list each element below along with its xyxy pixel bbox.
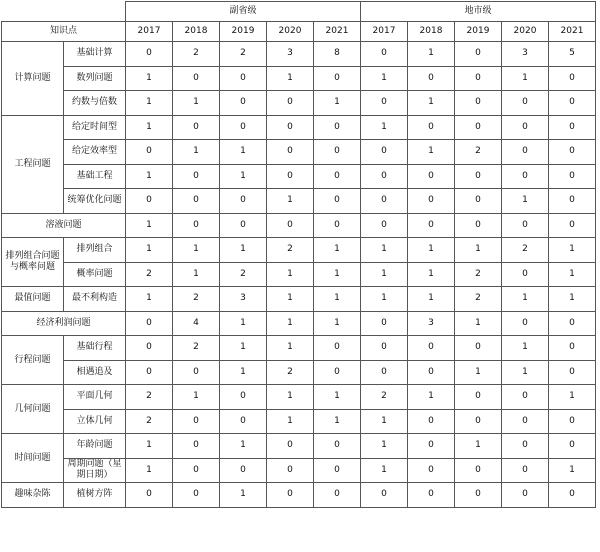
table-row xyxy=(2,140,596,165)
value-cell: 0 xyxy=(502,385,549,410)
value-cell: 1 xyxy=(220,140,267,165)
category-cell: 最值问题 xyxy=(2,287,64,312)
value-cell: 0 xyxy=(314,140,361,165)
value-cell: 0 xyxy=(361,91,408,116)
value-cell: 0 xyxy=(173,458,220,483)
value-cell: 3 xyxy=(220,287,267,312)
value-cell: 0 xyxy=(173,213,220,238)
value-cell: 1 xyxy=(173,91,220,116)
value-cell: 0 xyxy=(408,360,455,385)
value-cell: 0 xyxy=(549,140,596,165)
value-cell: 0 xyxy=(126,336,173,361)
value-cell: 0 xyxy=(126,189,173,214)
value-cell: 1 xyxy=(549,238,596,263)
value-cell: 0 xyxy=(408,434,455,459)
value-cell: 0 xyxy=(361,189,408,214)
value-cell: 0 xyxy=(549,336,596,361)
subtopic-cell: 平面几何 xyxy=(64,385,126,410)
table-row xyxy=(2,434,596,459)
value-cell: 2 xyxy=(126,385,173,410)
value-cell: 1 xyxy=(267,287,314,312)
value-cell: 0 xyxy=(502,115,549,140)
value-cell: 1 xyxy=(267,409,314,434)
value-cell: 0 xyxy=(455,409,502,434)
value-cell: 4 xyxy=(173,311,220,336)
value-cell: 0 xyxy=(314,434,361,459)
value-cell: 2 xyxy=(126,262,173,287)
value-cell: 3 xyxy=(267,42,314,67)
value-cell: 1 xyxy=(549,458,596,483)
value-cell: 1 xyxy=(126,115,173,140)
table-row xyxy=(2,115,596,140)
subtopic-cell: 概率问题 xyxy=(64,262,126,287)
value-cell: 3 xyxy=(408,311,455,336)
value-cell: 0 xyxy=(455,385,502,410)
value-cell: 1 xyxy=(126,287,173,312)
value-cell: 0 xyxy=(173,189,220,214)
header-year: 2017 xyxy=(126,22,173,42)
value-cell: 0 xyxy=(267,483,314,508)
subtopic-cell: 最不利构造 xyxy=(64,287,126,312)
value-cell: 0 xyxy=(502,164,549,189)
value-cell: 1 xyxy=(220,434,267,459)
value-cell: 1 xyxy=(267,66,314,91)
value-cell: 1 xyxy=(267,262,314,287)
category-cell: 排列组合问题与概率问题 xyxy=(2,238,64,287)
value-cell: 0 xyxy=(502,311,549,336)
value-cell: 0 xyxy=(126,483,173,508)
value-cell: 1 xyxy=(267,189,314,214)
value-cell: 1 xyxy=(314,287,361,312)
table-row xyxy=(2,458,596,483)
subtopic-cell: 基础行程 xyxy=(64,336,126,361)
table-row xyxy=(2,164,596,189)
value-cell: 1 xyxy=(126,91,173,116)
value-cell: 0 xyxy=(314,164,361,189)
category-cell: 计算问题 xyxy=(2,42,64,116)
value-cell: 1 xyxy=(220,336,267,361)
value-cell: 1 xyxy=(361,409,408,434)
value-cell: 1 xyxy=(361,66,408,91)
value-cell: 0 xyxy=(455,42,502,67)
category-cell: 经济利润问题 xyxy=(2,311,126,336)
value-cell: 0 xyxy=(408,458,455,483)
value-cell: 0 xyxy=(267,458,314,483)
table-row xyxy=(2,213,596,238)
value-cell: 0 xyxy=(408,189,455,214)
value-cell: 0 xyxy=(126,140,173,165)
value-cell: 0 xyxy=(455,458,502,483)
table-row xyxy=(2,238,596,263)
value-cell: 2 xyxy=(455,140,502,165)
value-cell: 1 xyxy=(455,360,502,385)
value-cell: 0 xyxy=(549,189,596,214)
table-row xyxy=(2,409,596,434)
value-cell: 1 xyxy=(126,66,173,91)
value-cell: 1 xyxy=(314,262,361,287)
value-cell: 0 xyxy=(549,91,596,116)
value-cell: 1 xyxy=(408,262,455,287)
value-cell: 2 xyxy=(455,262,502,287)
category-cell: 工程问题 xyxy=(2,115,64,213)
value-cell: 2 xyxy=(455,287,502,312)
value-cell: 0 xyxy=(267,91,314,116)
value-cell: 1 xyxy=(549,385,596,410)
category-cell: 时间问题 xyxy=(2,434,64,483)
value-cell: 0 xyxy=(173,434,220,459)
value-cell: 2 xyxy=(267,360,314,385)
value-cell: 0 xyxy=(173,115,220,140)
value-cell: 0 xyxy=(314,458,361,483)
value-cell: 0 xyxy=(455,189,502,214)
value-cell: 1 xyxy=(126,238,173,263)
header-year: 2020 xyxy=(502,22,549,42)
value-cell: 0 xyxy=(173,360,220,385)
category-cell: 几何问题 xyxy=(2,385,64,434)
value-cell: 0 xyxy=(314,360,361,385)
value-cell: 1 xyxy=(173,262,220,287)
header-year: 2018 xyxy=(173,22,220,42)
value-cell: 1 xyxy=(126,213,173,238)
value-cell: 1 xyxy=(173,140,220,165)
table-row xyxy=(2,483,596,508)
subtopic-cell: 立体几何 xyxy=(64,409,126,434)
value-cell: 0 xyxy=(267,164,314,189)
header-year: 2021 xyxy=(314,22,361,42)
value-cell: 0 xyxy=(549,360,596,385)
header-year: 2021 xyxy=(549,22,596,42)
value-cell: 1 xyxy=(173,385,220,410)
header-group-sub-provincial: 副省级 xyxy=(126,2,361,22)
value-cell: 1 xyxy=(314,409,361,434)
value-cell: 1 xyxy=(455,238,502,263)
table-row xyxy=(2,91,596,116)
value-cell: 0 xyxy=(220,91,267,116)
value-cell: 0 xyxy=(502,458,549,483)
value-cell: 1 xyxy=(314,238,361,263)
value-cell: 0 xyxy=(408,115,455,140)
value-cell: 1 xyxy=(220,360,267,385)
value-cell: 1 xyxy=(361,238,408,263)
value-cell: 1 xyxy=(408,140,455,165)
category-cell: 溶液问题 xyxy=(2,213,126,238)
value-cell: 0 xyxy=(455,213,502,238)
value-cell: 0 xyxy=(361,140,408,165)
value-cell: 1 xyxy=(220,238,267,263)
value-cell: 0 xyxy=(314,115,361,140)
value-cell: 0 xyxy=(408,66,455,91)
value-cell: 0 xyxy=(267,213,314,238)
header-year: 2019 xyxy=(455,22,502,42)
value-cell: 0 xyxy=(502,409,549,434)
value-cell: 1 xyxy=(408,238,455,263)
value-cell: 0 xyxy=(220,115,267,140)
value-cell: 0 xyxy=(408,409,455,434)
value-cell: 1 xyxy=(408,91,455,116)
value-cell: 1 xyxy=(361,434,408,459)
value-cell: 0 xyxy=(361,42,408,67)
value-cell: 1 xyxy=(267,336,314,361)
value-cell: 1 xyxy=(173,238,220,263)
value-cell: 0 xyxy=(126,42,173,67)
value-cell: 1 xyxy=(408,385,455,410)
value-cell: 0 xyxy=(361,336,408,361)
subtopic-cell: 基础工程 xyxy=(64,164,126,189)
subtopic-cell: 周期问题（星期日期） xyxy=(64,458,126,483)
table-row xyxy=(2,287,596,312)
category-cell: 行程问题 xyxy=(2,336,64,385)
value-cell: 0 xyxy=(314,483,361,508)
value-cell: 0 xyxy=(173,164,220,189)
value-cell: 0 xyxy=(455,115,502,140)
subtopic-cell: 基础计算 xyxy=(64,42,126,67)
value-cell: 0 xyxy=(455,91,502,116)
header-year: 2019 xyxy=(220,22,267,42)
value-cell: 0 xyxy=(408,213,455,238)
value-cell: 0 xyxy=(455,164,502,189)
value-cell: 0 xyxy=(549,213,596,238)
value-cell: 1 xyxy=(502,189,549,214)
value-cell: 0 xyxy=(502,262,549,287)
value-cell: 0 xyxy=(173,66,220,91)
value-cell: 0 xyxy=(502,91,549,116)
value-cell: 0 xyxy=(314,189,361,214)
value-cell: 1 xyxy=(126,458,173,483)
value-cell: 1 xyxy=(502,287,549,312)
value-cell: 0 xyxy=(173,483,220,508)
value-cell: 1 xyxy=(314,91,361,116)
value-cell: 2 xyxy=(220,42,267,67)
value-cell: 1 xyxy=(267,385,314,410)
header-group-prefecture: 地市级 xyxy=(361,2,596,22)
value-cell: 0 xyxy=(220,213,267,238)
header-year: 2020 xyxy=(267,22,314,42)
subtopic-cell: 排列组合 xyxy=(64,238,126,263)
value-cell: 0 xyxy=(549,164,596,189)
value-cell: 0 xyxy=(361,311,408,336)
header-group-row xyxy=(2,2,596,22)
value-cell: 1 xyxy=(314,385,361,410)
value-cell: 1 xyxy=(408,287,455,312)
value-cell: 0 xyxy=(314,336,361,361)
value-cell: 2 xyxy=(361,385,408,410)
value-cell: 2 xyxy=(126,409,173,434)
value-cell: 1 xyxy=(361,287,408,312)
subtopic-cell: 年龄问题 xyxy=(64,434,126,459)
value-cell: 2 xyxy=(220,262,267,287)
value-cell: 0 xyxy=(549,434,596,459)
value-cell: 1 xyxy=(455,311,502,336)
value-cell: 1 xyxy=(220,483,267,508)
value-cell: 0 xyxy=(408,164,455,189)
value-cell: 0 xyxy=(220,189,267,214)
value-cell: 0 xyxy=(220,458,267,483)
table-row xyxy=(2,360,596,385)
value-cell: 1 xyxy=(267,311,314,336)
subtopic-cell: 数列问题 xyxy=(64,66,126,91)
value-cell: 0 xyxy=(361,360,408,385)
value-cell: 0 xyxy=(502,434,549,459)
subtopic-cell: 统筹优化问题 xyxy=(64,189,126,214)
stats-table xyxy=(1,1,596,508)
value-cell: 1 xyxy=(502,66,549,91)
value-cell: 0 xyxy=(455,483,502,508)
value-cell: 0 xyxy=(502,483,549,508)
value-cell: 0 xyxy=(408,336,455,361)
value-cell: 1 xyxy=(502,336,549,361)
value-cell: 0 xyxy=(314,213,361,238)
value-cell: 0 xyxy=(549,311,596,336)
value-cell: 0 xyxy=(126,311,173,336)
value-cell: 8 xyxy=(314,42,361,67)
header-topic-label: 知识点 xyxy=(2,22,126,42)
value-cell: 0 xyxy=(220,66,267,91)
subtopic-cell: 给定时间型 xyxy=(64,115,126,140)
value-cell: 2 xyxy=(173,287,220,312)
value-cell: 1 xyxy=(126,164,173,189)
value-cell: 0 xyxy=(361,213,408,238)
value-cell: 1 xyxy=(220,311,267,336)
table-row xyxy=(2,311,596,336)
value-cell: 1 xyxy=(455,434,502,459)
value-cell: 0 xyxy=(267,115,314,140)
table-row xyxy=(2,189,596,214)
value-cell: 0 xyxy=(361,483,408,508)
table-body xyxy=(2,2,596,508)
value-cell: 5 xyxy=(549,42,596,67)
value-cell: 1 xyxy=(314,311,361,336)
value-cell: 0 xyxy=(314,66,361,91)
category-cell: 趣味杂陈 xyxy=(2,483,64,508)
value-cell: 1 xyxy=(549,287,596,312)
value-cell: 2 xyxy=(173,336,220,361)
table-row xyxy=(2,42,596,67)
table-row xyxy=(2,336,596,361)
subtopic-cell: 约数与倍数 xyxy=(64,91,126,116)
header-corner xyxy=(2,2,126,22)
subtopic-cell: 相遇追及 xyxy=(64,360,126,385)
value-cell: 0 xyxy=(549,483,596,508)
value-cell: 0 xyxy=(455,66,502,91)
value-cell: 1 xyxy=(126,434,173,459)
value-cell: 0 xyxy=(267,140,314,165)
value-cell: 0 xyxy=(549,409,596,434)
table-row xyxy=(2,385,596,410)
value-cell: 0 xyxy=(361,164,408,189)
value-cell: 0 xyxy=(126,360,173,385)
value-cell: 2 xyxy=(502,238,549,263)
value-cell: 0 xyxy=(408,483,455,508)
value-cell: 3 xyxy=(502,42,549,67)
value-cell: 1 xyxy=(549,262,596,287)
value-cell: 0 xyxy=(549,66,596,91)
value-cell: 1 xyxy=(361,115,408,140)
table-row xyxy=(2,262,596,287)
value-cell: 1 xyxy=(408,42,455,67)
value-cell: 1 xyxy=(361,458,408,483)
subtopic-cell: 给定效率型 xyxy=(64,140,126,165)
subtopic-cell: 植树方阵 xyxy=(64,483,126,508)
value-cell: 0 xyxy=(502,213,549,238)
value-cell: 2 xyxy=(267,238,314,263)
value-cell: 1 xyxy=(220,164,267,189)
header-year: 2017 xyxy=(361,22,408,42)
value-cell: 1 xyxy=(361,262,408,287)
value-cell: 0 xyxy=(502,140,549,165)
value-cell: 0 xyxy=(267,434,314,459)
value-cell: 0 xyxy=(549,115,596,140)
value-cell: 0 xyxy=(173,409,220,434)
value-cell: 0 xyxy=(455,336,502,361)
value-cell: 1 xyxy=(502,360,549,385)
value-cell: 2 xyxy=(173,42,220,67)
value-cell: 0 xyxy=(220,409,267,434)
header-year-row xyxy=(2,22,596,42)
value-cell: 0 xyxy=(220,385,267,410)
table-row xyxy=(2,66,596,91)
header-year: 2018 xyxy=(408,22,455,42)
